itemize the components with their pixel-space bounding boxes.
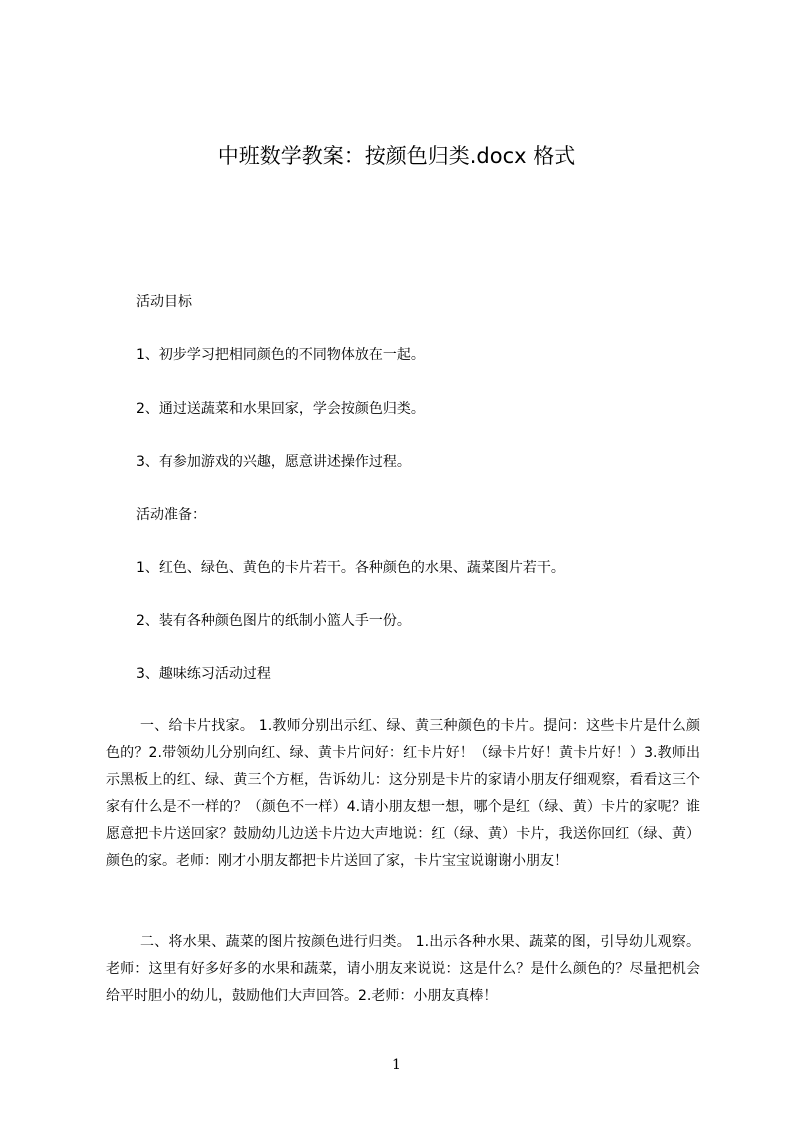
goals-heading: 活动目标 (136, 294, 192, 310)
prep-heading: 活动准备： (136, 507, 206, 523)
goal-item-1: 1、初步学习把相同颜色的不同物体放在一起。 (136, 347, 425, 363)
prep-item-2: 2、装有各种颜色图片的纸制小篮人手一份。 (136, 613, 411, 629)
goal-item-3: 3、有参加游戏的兴趣，愿意讲述操作过程。 (136, 454, 411, 470)
prep-item-1: 1、红色、绿色、黄色的卡片若干。各种颜色的水果、蔬菜图片若干。 (136, 560, 565, 576)
document-title: 中班数学教案：按颜色归类.docx 格式 (217, 144, 576, 168)
section-2-paragraph: 二、将水果、蔬菜的图片按颜色进行归类。 1.出示各种水果、蔬菜的图，引导幼儿观察。老师：这里有好多好多的水果和蔬菜，请小朋友来说说：这是什么？是什么颜色的？尽量把机会给平时胆小的幼儿，鼓励他们大声回答。2.老师：小朋友真棒！ (106, 934, 700, 1004)
page-number: 1 (392, 1057, 401, 1073)
goal-item-2: 2、通过送蔬菜和水果回家，学会按颜色归类。 (136, 401, 425, 417)
prep-item-3: 3、趣味练习活动过程 (136, 666, 271, 682)
section-1-paragraph: 一、给卡片找家。 1.教师分别出示红、绿、黄三种颜色的卡片。提问：这些卡片是什么颜色的？2.带领幼儿分别向红、绿、黄卡片问好：红卡片好！（绿卡片好！黄卡片好！）3.教师出示黑板上的红、绿、黄三个方框，告诉幼儿：这分别是卡片的家请小朋友仔细观察，看看这三个家有什么是不一样的？（颜色不一样）4.请小朋友想一想，哪个是红（绿、黄）卡片的家呢？谁愿意把卡片送回家？鼓励幼儿边送卡片边大声地说：红（绿、黄）卡片，我送你回红（绿、黄）颜色的家。老师：刚才小朋友都把卡片送回了家，卡片宝宝说谢谢小朋友！ (106, 718, 700, 869)
